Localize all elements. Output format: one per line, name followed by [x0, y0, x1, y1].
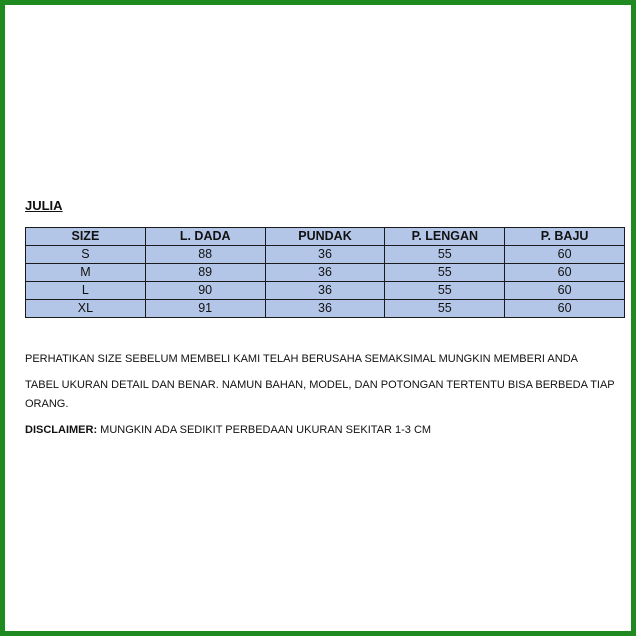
table-cell: 36 — [265, 300, 385, 318]
table-cell: L — [26, 282, 146, 300]
table-cell: 89 — [145, 264, 265, 282]
note-paragraph: TABEL UKURAN DETAIL DAN BENAR. NAMUN BAHAN, MODEL, DAN POTONGAN TERTENTU BISA BERBEDA TIAP ORANG. — [25, 379, 615, 410]
table-cell: 60 — [505, 300, 625, 318]
header-pundak: PUNDAK — [265, 228, 385, 246]
table-cell: 60 — [505, 246, 625, 264]
table-cell: XL — [26, 300, 146, 318]
header-lebar-dada: L. DADA — [145, 228, 265, 246]
table-cell: 55 — [385, 300, 505, 318]
header-panjang-baju: P. BAJU — [505, 228, 625, 246]
table-cell: 91 — [145, 300, 265, 318]
table-row — [26, 300, 625, 318]
table-row — [26, 246, 625, 264]
note-paragraph: PERHATIKAN SIZE SEBELUM MEMBELI KAMI TELAH BERUSAHA SEMAKSIMAL MUNGKIN MEMBERI ANDA — [25, 353, 578, 365]
notes-section — [25, 350, 625, 440]
table-cell: 55 — [385, 264, 505, 282]
disclaimer-label: DISCLAIMER: — [25, 424, 98, 436]
disclaimer-text: MUNGKIN ADA SEDIKIT PERBEDAAN UKURAN SEKITAR 1-3 CM — [97, 424, 432, 436]
product-title: JULIA — [25, 198, 63, 213]
table-cell: 55 — [385, 246, 505, 264]
table-cell: 60 — [505, 282, 625, 300]
table-row — [26, 264, 625, 282]
size-table — [25, 227, 625, 318]
header-size: SIZE — [26, 228, 146, 246]
table-cell: 36 — [265, 282, 385, 300]
table-cell: 55 — [385, 282, 505, 300]
table-row — [26, 282, 625, 300]
header-panjang-lengan: P. LENGAN — [385, 228, 505, 246]
disclaimer-paragraph — [25, 421, 625, 440]
table-cell: 36 — [265, 246, 385, 264]
table-header-row — [26, 228, 625, 246]
size-chart-document — [25, 198, 625, 447]
table-cell: 36 — [265, 264, 385, 282]
table-cell: M — [26, 264, 146, 282]
table-cell: S — [26, 246, 146, 264]
table-cell: 88 — [145, 246, 265, 264]
table-cell: 90 — [145, 282, 265, 300]
table-cell: 60 — [505, 264, 625, 282]
